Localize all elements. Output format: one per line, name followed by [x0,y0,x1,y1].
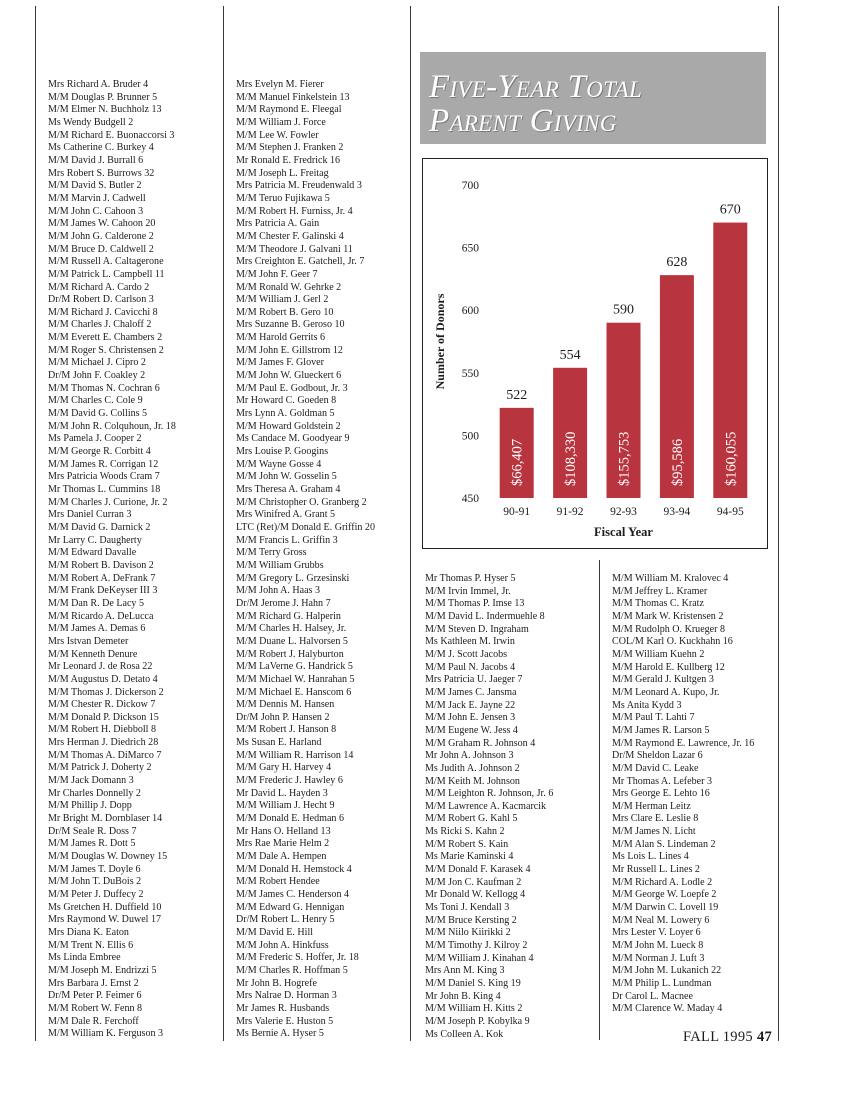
donor-entry: M/M Charles J. Curione, Jr. 2 [48,496,168,508]
donor-entry: M/M Roger S. Christensen 2 [48,344,164,356]
donor-entry: M/M David J. Burrall 6 [48,154,144,166]
bar-value-label: 522 [506,387,528,403]
donor-entry: M/M William J. Hecht 9 [236,800,335,812]
donor-entry: M/M Stephen J. Franken 2 [236,142,344,154]
donor-entry: M/M Donald E. Hedman 6 [236,813,344,825]
donor-entry: M/M James C. Henderson 4 [236,889,350,900]
donor-entry: M/M William K. Ferguson 3 [48,1028,164,1040]
donor-entry: M/M Robert B. Gero 10 [236,306,334,318]
donor-entry: M/M James R. Dott 5 [48,838,136,850]
donor-entry: M/M Robert W. Fenn 8 [48,1002,143,1014]
donor-entry: M/M Thomas C. Kratz [612,598,704,610]
donor-entry: Mr Charles Donnelly 2 [48,787,141,799]
donor-entry: Ms Gretchen H. Duffield 10 [48,901,162,913]
donor-entry: M/M John C. Cahoon 3 [48,205,144,217]
donor-entry: M/M Everett E. Chambers 2 [48,332,163,344]
bar-value-label: 590 [613,302,634,318]
donor-entry: M/M David G. Darnick 2 [48,521,151,533]
donor-entry: M/M David G. Collins 5 [48,408,148,420]
donor-entry: M/M Paul N. Jacobs 4 [425,661,516,673]
donors-bar-chart [423,159,767,548]
donor-entry: M/M James T. Doyle 6 [48,863,141,875]
donor-entry: Mrs Valerie E. Huston 5 [236,1015,334,1027]
donor-entry: Dr/M John F. Coakley 2 [48,370,146,382]
donor-entry: Mr Ronald E. Fredrick 16 [236,154,341,166]
donor-entry: Ms Toni J. Kendall 3 [425,902,510,914]
donor-entry: M/M Alan S. Lindeman 2 [612,838,716,850]
donor-entry: Mrs Clare E. Leslie 8 [612,813,699,825]
donor-entry: M/M Thomas J. Dickerson 2 [48,686,164,698]
donor-entry: Mrs Creighton E. Gatchell, Jr. 7 [236,256,365,268]
donor-entry: M/M Douglas P. Brunner 5 [48,91,158,103]
donor-entry: M/M George W. Loepfe 2 [612,889,717,901]
column-rule-lower-mid [599,560,600,1040]
donor-entry: M/M Robert G. Kahl 5 [425,813,518,825]
donor-entry: M/M Harold Gerrits 6 [236,332,326,344]
donor-entry: Dr/M John P. Hansen 2 [236,711,330,723]
donor-entry: Dr/M Robert L. Henry 5 [236,914,335,926]
donor-entry: M/M Donald P. Dickson 15 [48,711,159,723]
x-tick-label: 94-95 [716,506,744,518]
donor-entry: Mrs George E. Lehto 16 [612,788,710,800]
donor-entry: M/M James R. Corrigan 12 [48,458,159,470]
giving-chart-frame [422,158,768,549]
donor-list-column-3 [425,573,553,1041]
donor-entry: Mrs Rae Marie Helm 2 [236,838,330,850]
donor-entry: M/M George R. Corbitt 4 [48,446,151,458]
donor-entry: M/M Timothy J. Kilroy 2 [425,940,528,952]
giving-header-line-1: Five-Year Total [429,69,643,105]
donor-entry: M/M Irvin Immel, Jr. [425,585,511,597]
donor-entry: M/M Robert H. Furniss, Jr. 4 [236,205,353,217]
donor-list-column-4 [612,573,754,1016]
donor-entry: Ms Lois L. Lines 4 [612,851,689,863]
donor-entry: Ms Susan E. Harland [236,737,322,749]
bar-value-label: 670 [719,202,741,218]
donor-entry: M/M Clarence W. Maday 4 [612,1003,723,1015]
donor-entry: M/M David E. Hill [236,926,314,938]
donor-entry: M/M Richard J. Cavicchi 8 [48,306,158,318]
donor-entry: M/M Jeffrey L. Kramer [612,585,708,597]
donor-entry: M/M Wayne Gosse 4 [236,458,322,470]
x-tick-label: 93-94 [663,506,691,518]
donor-entry: Mr Leonard J. de Rosa 22 [48,661,153,673]
donor-entry: M/M John E. Gillstrom 12 [236,344,343,356]
x-tick-label: 92-93 [610,506,637,518]
page-footer [683,1029,772,1046]
donor-entry: M/M Richard A. Lodle 2 [612,876,713,888]
donor-entry: M/M Kenneth Denure [48,648,138,660]
donor-entry: M/M Edward G. Hennigan [236,901,345,913]
bar-amount-label: $160,055 [723,431,740,486]
donor-entry: Mr Thomas A. Lefeber 3 [612,775,712,787]
donor-entry: M/M Chester F. Galinski 4 [236,230,344,242]
donor-entry: M/M David C. Leake [612,762,699,774]
donor-entry: Mrs Richard A. Bruder 4 [48,79,149,90]
donor-entry: M/M Robert B. Davison 2 [48,559,154,571]
donor-entry: M/M Joseph L. Freitag [236,167,329,179]
donor-entry: M/M Richard E. Buonaccorsi 3 [48,129,175,141]
donor-entry: Mr John A. Johnson 3 [425,750,514,762]
donor-entry: M/M Lee W. Fowler [236,129,319,141]
donor-entry: M/M Ronald W. Gehrke 2 [236,281,342,293]
donor-entry: M/M William J. Gerl 2 [236,294,329,306]
footer-season: FALL 1995 [683,1029,753,1045]
donor-entry: Mrs Ann M. King 3 [425,965,505,977]
x-tick-label: 91-92 [556,506,584,518]
donor-entry: Mr Donald W. Kellogg 4 [425,889,526,901]
donor-entry: Dr/M Jerome J. Hahn 7 [236,597,331,609]
donor-entry: M/M James F. Glover [236,357,324,369]
donor-entry: Mrs Herman J. Diedrich 28 [48,737,159,749]
donor-entry: M/M LaVerne G. Handrick 5 [236,661,353,673]
donor-entry: M/M John G. Calderone 2 [48,230,154,242]
donor-entry: M/M Gregory L. Grzesinski [236,572,350,584]
donor-entry: M/M James W. Cahoon 20 [48,218,156,230]
donor-entry: Ms Anita Kydd 3 [612,699,682,711]
donor-entry: M/M Marvin J. Cadwell [48,192,146,204]
donor-entry: M/M Graham R. Johnson 4 [425,737,536,749]
donor-entry: M/M Dennis M. Hansen [236,699,335,711]
donor-entry: M/M Frederic J. Hawley 6 [236,775,343,787]
donor-entry: M/M William M. Kralovec 4 [612,573,729,584]
donor-entry: Ms Candace M. Goodyear 9 [236,433,350,445]
donor-entry: M/M John F. Geer 7 [236,268,318,280]
donor-entry: M/M Paul E. Godbout, Jr. 3 [236,382,348,394]
column-rule-left [35,6,36,1041]
donor-entry: Ms Bernie A. Hyser 5 [236,1028,324,1040]
donor-entry: M/M Lawrence A. Kacmarcik [425,800,547,812]
donor-entry: Dr/M Seale R. Doss 7 [48,825,137,837]
donor-entry: M/M John E. Jensen 3 [425,712,516,724]
donor-entry: Mr David L. Hayden 3 [236,787,328,799]
x-tick-label: 90-91 [503,506,531,518]
donor-entry: M/M Charles H. Halsey, Jr. [236,623,347,635]
donor-entry: Mrs Patricia Woods Cram 7 [48,471,160,483]
donor-entry: LTC (Ret)/M Donald E. Griffin 20 [236,521,375,533]
donor-entry: Ms Marie Kaminski 4 [425,851,514,863]
donor-entry: Mr John B. Hogrefe [236,977,317,989]
donor-entry: M/M Dale R. Ferchoff [48,1015,139,1027]
donor-entry: Mr John B. King 4 [425,990,501,1002]
donor-entry: M/M Richard G. Halperin [236,610,341,622]
y-tick-label: 650 [461,242,479,255]
donor-entry: M/M John M. Lueck 8 [612,940,704,952]
donor-entry: M/M Teruo Fujikawa 5 [236,192,330,204]
donor-entry: M/M Theodore J. Galvani 11 [236,243,353,255]
donor-entry: M/M Patrick L. Campbell 11 [48,268,165,280]
donor-entry: M/M Richard A. Cardo 2 [48,281,150,293]
donor-entry: Mrs Robert S. Burrows 32 [48,167,155,179]
donor-entry: M/M Gerald J. Kultgen 3 [612,674,714,686]
giving-header-banner [420,52,766,144]
donor-entry: M/M James R. Larson 5 [612,724,710,736]
donor-entry: Mrs Patricia M. Freudenwald 3 [236,180,362,192]
donor-entry: M/M Thomas N. Cochran 6 [48,382,160,394]
donor-entry: Mrs Barbara J. Ernst 2 [48,977,139,989]
donor-entry: M/M Chester R. Dickow 7 [48,699,156,711]
donor-entry: Ms Catherine C. Burkey 4 [48,142,154,154]
donor-entry: Mrs Istvan Demeter [48,635,129,647]
donor-entry: M/M J. Scott Jacobs [425,648,508,660]
donor-entry: M/M Charles C. Cole 9 [48,395,143,407]
donor-entry: M/M Dan R. De Lacy 5 [48,597,144,609]
giving-header-title [420,52,766,138]
donor-entry: M/M Robert J. Hanson 8 [236,724,337,736]
donor-entry: Dr Carol L. Macnee [612,990,693,1002]
y-tick-label: 600 [461,305,479,318]
donor-entry: M/M Terry Gross [236,547,307,559]
donor-entry: Mrs Winifred A. Grant 5 [236,509,336,521]
donor-entry: M/M Leonard A. Kupo, Jr. [612,686,720,698]
donor-entry: M/M Rudolph O. Krueger 8 [612,623,726,635]
donor-entry: M/M Eugene W. Jess 4 [425,724,518,736]
donor-entry: Mr Howard C. Goeden 8 [236,395,337,407]
donor-entry: M/M Michael W. Hanrahan 5 [236,673,355,685]
donor-entry: Ms Colleen A. Kok [425,1028,504,1040]
donor-entry: M/M John M. Lukanich 22 [612,965,722,977]
donor-entry: Mrs Patricia U. Jaeger 7 [425,674,523,686]
y-tick-label: 450 [461,493,479,505]
donor-entry: M/M Raymond E. Lawrence, Jr. 16 [612,737,755,749]
donor-entry: M/M Edward Davalle [48,547,137,559]
donor-entry: Mrs Diana K. Eaton [48,926,129,938]
donor-entry: M/M Frank DeKeyser III 3 [48,585,158,597]
donor-entry: M/M Trent N. Ellis 6 [48,939,134,951]
bar-amount-label: $66,407 [509,438,526,486]
column-rule-center [410,6,411,1041]
donor-entry: M/M Robert A. DeFrank 7 [48,572,156,584]
y-tick-label: 550 [461,367,479,380]
donor-entry: M/M Leighton R. Johnson, Jr. 6 [425,788,554,800]
column-rule-center-left [223,6,224,1041]
donor-entry: M/M Keith M. Johnson [425,775,520,787]
donor-entry: M/M John W. Glueckert 6 [236,370,342,382]
donor-entry: M/M Duane L. Halvorsen 5 [236,635,348,647]
donor-entry: M/M Robert S. Kain [425,838,509,850]
page-number: 47 [756,1029,773,1045]
donor-entry: Mrs Daniel Curran 3 [48,509,132,521]
donor-entry: M/M Francis L. Griffin 3 [236,534,338,546]
donor-entry: Mr Larry C. Daugherty [48,534,142,546]
giving-header-line-2: Parent Giving [429,103,617,139]
donor-entry: M/M Donald F. Karasek 4 [425,864,531,876]
donor-entry: Mr Bright M. Dornblaser 14 [48,813,163,825]
donor-entry: M/M Donald H. Hemstock 4 [236,863,352,875]
donor-list-column-1 [48,79,176,1041]
donor-entry: Dr/M Robert D. Carlson 3 [48,294,154,306]
donor-entry: M/M Charles J. Chaloff 2 [48,319,152,331]
donor-entry: M/M Bruce Kersting 2 [425,914,517,926]
donor-entry: M/M Phillip J. Dopp [48,800,132,812]
donor-entry: M/M Augustus D. Detato 4 [48,673,158,685]
donor-entry: Mr Thomas L. Cummins 18 [48,484,161,495]
donor-entry: Mr Hans O. Helland 13 [236,825,331,837]
donor-entry: M/M Jack E. Jayne 22 [425,699,516,711]
donor-entry: M/M David L. Indermuehle 8 [425,610,545,622]
donor-entry: Dr/M Sheldon Lazar 6 [612,750,703,762]
donor-entry: M/M Douglas W. Downey 15 [48,851,168,863]
donor-entry: Mrs Suzanne B. Geroso 10 [236,319,345,331]
donor-entry: M/M Jon C. Kaufman 2 [425,876,522,888]
donor-entry: M/M James N. Licht [612,826,696,838]
donor-entry: M/M David S. Butler 2 [48,180,142,192]
donor-entry: M/M John W. Gosselin 5 [236,471,337,483]
donor-entry: M/M William J. Kinahan 4 [425,952,534,964]
donor-entry: M/M William H. Kitts 2 [425,1003,523,1015]
donor-entry: M/M Joseph P. Kobylka 9 [425,1015,530,1027]
y-tick-label: 700 [461,180,479,192]
donor-entry: Mr Thomas P. Hyser 5 [425,573,516,584]
column-rule-right [778,6,779,1041]
donor-entry: M/M Thomas P. Imse 13 [425,598,525,610]
donor-entry: M/M Jack Domann 3 [48,775,134,787]
donor-entry: M/M Gary H. Harvey 4 [236,762,332,774]
donor-entry: Ms Wendy Budgell 2 [48,116,134,128]
donor-entry: M/M Raymond E. Fleegal [236,104,342,116]
donor-entry: M/M Patrick J. Doherty 2 [48,762,152,774]
donor-entry: M/M Russell A. Caltagerone [48,256,164,268]
donor-entry: M/M John A. Haas 3 [236,585,321,597]
donor-entry: M/M Frederic S. Hoffer, Jr. 18 [236,952,359,964]
donor-entry: M/M Dale A. Hempen [236,851,327,863]
donor-entry: Mrs Raymond W. Duwel 17 [48,914,162,926]
donor-entry: M/M William Kuehn 2 [612,648,705,660]
donor-entry: M/M Daniel S. King 19 [425,978,521,989]
donor-entry: M/M Manuel Finkelstein 13 [236,91,350,103]
donor-entry: Ms Judith A. Johnson 2 [425,762,520,774]
donor-entry: M/M Harold E. Kullberg 12 [612,661,725,673]
bar-value-label: 628 [666,255,688,271]
donor-entry: M/M Robert H. Diebboll 8 [48,724,156,736]
donor-entry: M/M Peter J. Duffecy 2 [48,889,144,900]
donor-entry: Mrs Lester V. Loyer 6 [612,927,701,939]
donor-entry: M/M Steven D. Ingraham [425,623,529,635]
donor-entry: M/M Elmer N. Buchholz 13 [48,104,162,116]
donor-entry: M/M Charles R. Hoffman 5 [236,964,348,976]
donor-entry: COL/M Karl O. Kuckhahn 16 [612,636,733,648]
donor-entry: M/M William J. Force [236,116,326,128]
donor-entry: M/M James A. Demas 6 [48,623,146,635]
donor-entry: M/M John R. Colquhoun, Jr. 18 [48,420,176,432]
donor-entry: Mr Russell L. Lines 2 [612,864,700,876]
donor-entry: M/M William R. Harrison 14 [236,749,354,761]
donor-entry: Mrs Louise P. Googins [236,446,329,458]
donor-entry: M/M Niilo Kiirikki 2 [425,927,511,939]
donor-entry: Ms Kathleen M. Irwin [425,636,515,648]
donor-entry: M/M Neal M. Lowery 6 [612,914,710,926]
donor-entry: M/M William Grubbs [236,559,324,571]
donor-entry: M/M Thomas A. DiMarco 7 [48,749,162,761]
donor-entry: M/M Philip L. Lundman [612,978,712,989]
donor-entry: Mrs Evelyn M. Fierer [236,79,324,90]
y-tick-label: 500 [461,430,479,443]
donor-entry: M/M Robert Hendee [236,876,320,888]
donor-entry: Mr James R. Husbands [236,1002,330,1014]
donor-entry: M/M Howard Goldstein 2 [236,420,341,432]
donor-entry: Mrs Theresa A. Graham 4 [236,484,341,495]
donor-entry: M/M James C. Jansma [425,686,517,698]
donor-entry: M/M John T. DuBois 2 [48,876,142,888]
bar-value-label: 554 [559,347,581,363]
donor-entry: Mrs Patricia A. Gain [236,218,320,230]
donor-entry: M/M Joseph M. Endrizzi 5 [48,964,157,976]
y-axis-label: Number of Donors [433,293,447,390]
donor-entry: M/M Herman Leitz [612,800,691,812]
donor-entry: Ms Pamela J. Cooper 2 [48,433,142,445]
donor-entry: Mrs Lynn A. Goldman 5 [236,408,335,420]
donor-entry: M/M John A. Hinkfuss [236,939,329,951]
bar-amount-label: $95,586 [669,438,686,486]
donor-entry: M/M Ricardo A. DeLucca [48,610,154,622]
donor-entry: M/M Mark W. Kristensen 2 [612,610,724,622]
donor-entry: M/M Christopher O. Granberg 2 [236,496,367,508]
bar-amount-label: $155,753 [616,431,633,486]
donor-list-column-2 [236,79,375,1041]
x-axis-label: Fiscal Year [594,525,653,539]
donor-entry: M/M Michael J. Cipro 2 [48,357,146,369]
donor-entry: Mrs Nalrae D. Horman 3 [236,990,337,1002]
donor-entry: M/M Michael E. Hanscom 6 [236,686,352,698]
donor-entry: M/M Norman J. Luft 3 [612,952,705,964]
donor-entry: M/M Robert J. Halyburton [236,648,344,660]
donor-entry: Ms Linda Embree [48,952,121,964]
donor-entry: M/M Bruce D. Caldwell 2 [48,243,154,255]
bar-amount-label: $108,330 [563,431,580,486]
donor-entry: M/M Paul T. Lahti 7 [612,712,695,724]
donor-entry: Dr/M Peter P. Feimer 6 [48,990,142,1002]
donor-entry: M/M Darwin C. Lovell 19 [612,902,719,914]
donor-entry: Ms Ricki S. Kahn 2 [425,826,505,838]
